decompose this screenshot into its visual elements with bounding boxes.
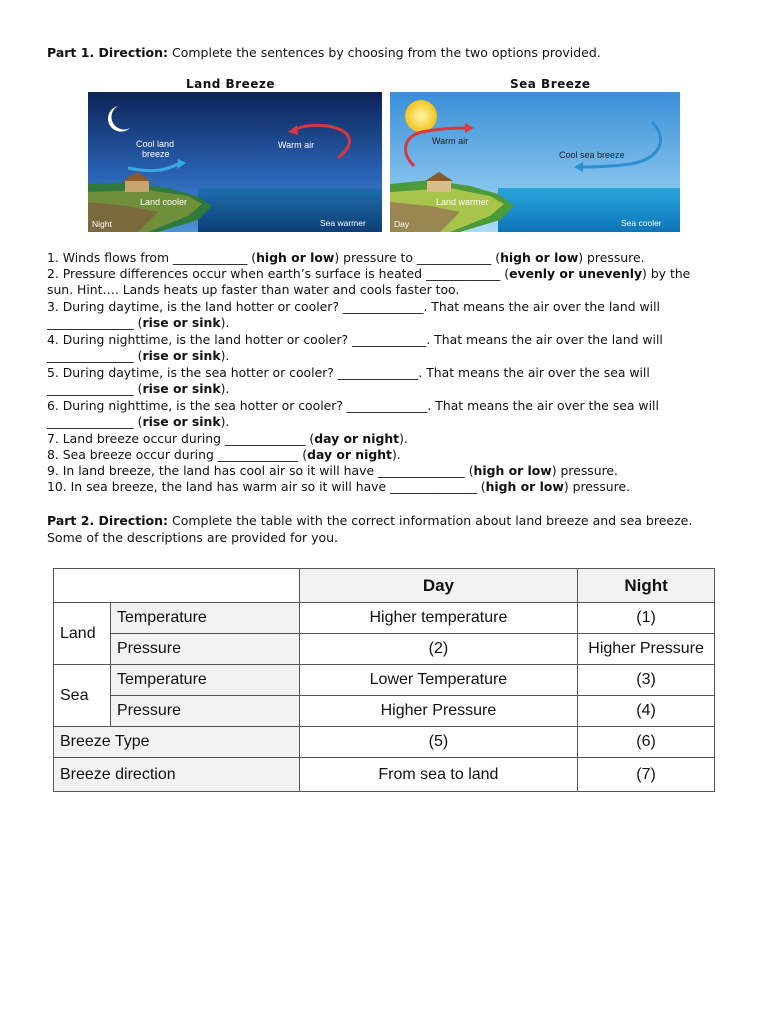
day-label: Day xyxy=(394,219,410,229)
question-4: 4. During nighttime, is the land hotter or cooler? ____________. That means the air over the land will ______________ (rise or sink). xyxy=(47,332,663,364)
part2-label: Part 2. Direction: xyxy=(47,513,169,528)
question-9: 9. In land breeze, the land has cool air so it will have ______________ (high or low) pressure. xyxy=(47,463,618,478)
sea-breeze-title: Sea Breeze xyxy=(510,77,591,91)
header-day: Day xyxy=(299,569,577,603)
land-temperature-label: Temperature xyxy=(110,603,299,634)
warm-air-label: Warm air xyxy=(278,140,315,150)
question-1: 1. Winds flows from ____________ (high or low) pressure to ____________ (high or low) pressure. xyxy=(47,250,645,265)
breeze-direction-night: (7) xyxy=(578,758,715,792)
header-night: Night xyxy=(578,569,715,603)
land-warmer-label: Land warmer xyxy=(436,197,489,207)
part1-text: Complete the sentences by choosing from the two options provided. xyxy=(168,45,601,60)
land-temperature-day: Higher temperature xyxy=(299,603,577,634)
breeze-type-day: (5) xyxy=(299,727,577,758)
question-6: 6. During nighttime, is the sea hotter or cooler? _____________. That means the air over the sea will ______________ (rise or sink). xyxy=(47,398,659,430)
breeze-label: breeze xyxy=(142,149,170,159)
question-3: 3. During daytime, is the land hotter or cooler? _____________. That means the air over the land will ______________ (rise or sink). xyxy=(47,299,660,331)
sea-warmer-label: Sea warmer xyxy=(320,218,366,228)
sea-temperature-label: Temperature xyxy=(110,665,299,696)
warm-air-label: Warm air xyxy=(432,136,469,146)
breeze-type-label: Breeze Type xyxy=(54,727,300,758)
sun-icon xyxy=(405,100,437,132)
land-breeze-diagram xyxy=(88,92,382,232)
sea-pressure-night: (4) xyxy=(578,696,715,727)
land-pressure-day: (2) xyxy=(299,634,577,665)
question-8: 8. Sea breeze occur during _____________ (day or night). xyxy=(47,447,401,462)
table-row xyxy=(54,665,715,696)
table-row xyxy=(54,696,715,727)
question-10: 10. In sea breeze, the land has warm air so it will have ______________ (high or low) pressure. xyxy=(47,479,631,494)
sea-breeze-diagram xyxy=(390,92,680,232)
part2-direction xyxy=(47,513,719,546)
table-row xyxy=(54,634,715,665)
land-pressure-night: Higher Pressure xyxy=(578,634,715,665)
table-row xyxy=(54,727,715,758)
part1-label: Part 1. Direction: xyxy=(47,45,169,60)
breeze-direction-day: From sea to land xyxy=(299,758,577,792)
part1-direction xyxy=(47,45,601,60)
sea-pressure-label: Pressure xyxy=(110,696,299,727)
sea-temperature-night: (3) xyxy=(578,665,715,696)
question-7: 7. Land breeze occur during _____________ (day or night). xyxy=(47,431,408,446)
sea-temperature-day: Lower Temperature xyxy=(299,665,577,696)
table-row xyxy=(54,758,715,792)
table-corner-cell xyxy=(54,569,300,603)
land-temperature-night: (1) xyxy=(578,603,715,634)
land-pressure-label: Pressure xyxy=(110,634,299,665)
cool-sea-breeze-label: Cool sea breeze xyxy=(559,150,625,160)
table-header-row xyxy=(54,569,715,603)
sea-pressure-day: Higher Pressure xyxy=(299,696,577,727)
sea-cooler-label: Sea cooler xyxy=(621,218,662,228)
breeze-type-night: (6) xyxy=(578,727,715,758)
land-breeze-title: Land Breeze xyxy=(186,77,276,91)
breeze-direction-label: Breeze direction xyxy=(54,758,300,792)
question-2: 2. Pressure differences occur when earth’s surface is heated ____________ (evenly or unevenly) by the sun. Hint…. Lands heats up faster than water and cools faster too. xyxy=(47,266,691,298)
land-label-cell: Land xyxy=(54,603,111,665)
part2-text: Complete the table with the correct information about land breeze and sea breeze. Some of the descriptions are provided for you. xyxy=(47,513,693,545)
breeze-table xyxy=(53,568,715,792)
night-label: Night xyxy=(92,219,112,229)
question-5: 5. During daytime, is the sea hotter or cooler? _____________. That means the air over the sea will ______________ (rise or sink). xyxy=(47,365,650,397)
sea-label-cell: Sea xyxy=(54,665,111,727)
land-cooler-label: Land cooler xyxy=(140,197,188,207)
table-row xyxy=(54,603,715,634)
cool-land-label: Cool land xyxy=(136,139,175,149)
